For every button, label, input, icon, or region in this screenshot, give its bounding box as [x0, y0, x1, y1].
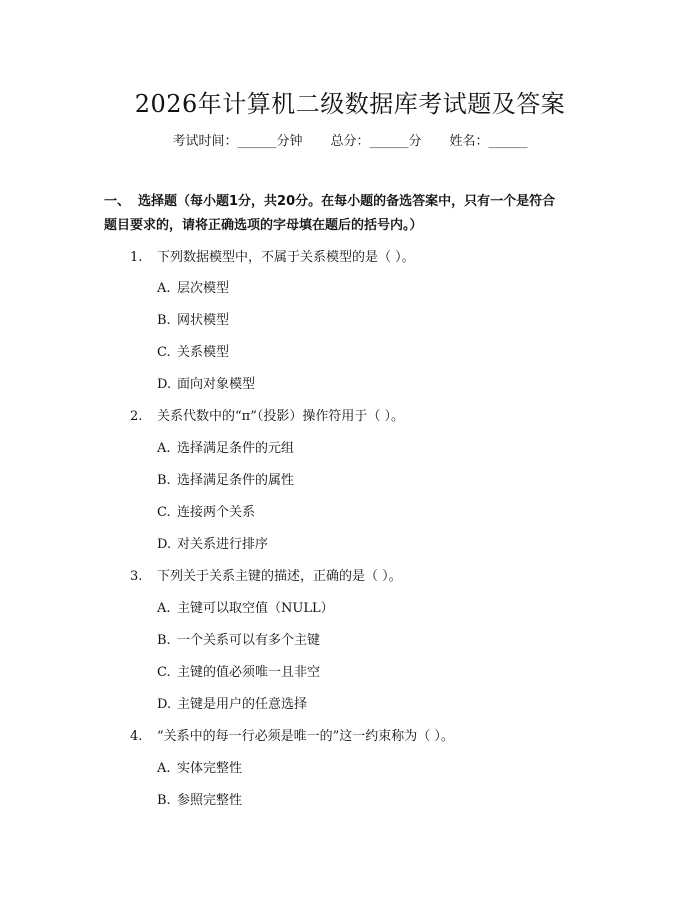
question-number: 3.	[130, 569, 143, 584]
option	[157, 469, 294, 488]
option-label: A.	[157, 601, 171, 616]
option	[157, 597, 334, 616]
option-label: C.	[157, 345, 171, 360]
exam-time: 考试时间：______分钟	[172, 134, 303, 149]
question-text: 下列数据模型中，不属于关系模型的是（ ）。	[157, 250, 415, 265]
question-text: 关系代数中的“π”（投影）操作符用于（ ）。	[157, 409, 404, 424]
page-title: 2026年计算机二级数据库考试题及答案	[134, 90, 566, 118]
option-label: D.	[157, 537, 172, 552]
option	[157, 373, 255, 392]
option-text: 连接两个关系	[177, 505, 256, 520]
question	[130, 246, 415, 265]
option-label: B.	[157, 633, 171, 648]
option-label: A.	[157, 281, 171, 296]
exam-total-score: 总分：______分	[330, 134, 422, 149]
question	[130, 725, 454, 744]
option	[157, 533, 268, 552]
option-text: 主键是用户的任意选择	[177, 697, 308, 712]
option-text: 一个关系可以有多个主键	[177, 633, 321, 648]
option-text: 实体完整性	[177, 761, 243, 776]
option	[157, 789, 242, 808]
option-label: C.	[157, 505, 171, 520]
option-text: 参照完整性	[177, 793, 243, 808]
question	[130, 405, 404, 424]
section-heading	[104, 190, 604, 238]
option-text: 关系模型	[177, 345, 230, 360]
option-text: 网状模型	[177, 313, 230, 328]
section-number: 一、	[104, 194, 131, 209]
question-number: 1.	[130, 250, 143, 265]
question-number: 4.	[130, 729, 143, 744]
option-label: B.	[157, 313, 171, 328]
option-text: 选择满足条件的属性	[177, 473, 295, 488]
option	[157, 501, 255, 520]
option-label: C.	[157, 665, 171, 680]
option	[157, 277, 229, 296]
option-label: B.	[157, 793, 171, 808]
question	[130, 565, 402, 584]
option	[157, 757, 242, 776]
option-text: 对关系进行排序	[177, 537, 269, 552]
option-label: D.	[157, 697, 172, 712]
option-text: 主键可以取空值（NULL）	[177, 601, 334, 616]
exam-meta	[0, 130, 700, 149]
option-label: A.	[157, 761, 171, 776]
option	[157, 341, 229, 360]
option	[157, 693, 307, 712]
exam-name-field: 姓名：______	[449, 134, 528, 149]
option	[157, 661, 320, 680]
option-label: B.	[157, 473, 171, 488]
question-text: 下列关于关系主键的描述，正确的是（ ）。	[157, 569, 402, 584]
option-label: A.	[157, 441, 171, 456]
option-text: 选择满足条件的元组	[177, 441, 295, 456]
section-instructions-1: 选择题（每小题1分，共20分。在每小题的备选答案中，只有一个是符合	[138, 194, 556, 209]
option-text: 层次模型	[177, 281, 230, 296]
option-label: D.	[157, 377, 172, 392]
option	[157, 629, 320, 648]
question-text: “关系中的每一行必须是唯一的”这一约束称为（ ）。	[157, 729, 454, 744]
question-number: 2.	[130, 409, 143, 424]
option	[157, 437, 294, 456]
section-instructions-2: 题目要求的，请将正确选项的字母填在题后的括号内。）	[104, 218, 423, 233]
option	[157, 309, 229, 328]
option-text: 面向对象模型	[177, 377, 256, 392]
option-text: 主键的值必须唯一且非空	[177, 665, 321, 680]
section-heading-line1	[104, 190, 604, 214]
